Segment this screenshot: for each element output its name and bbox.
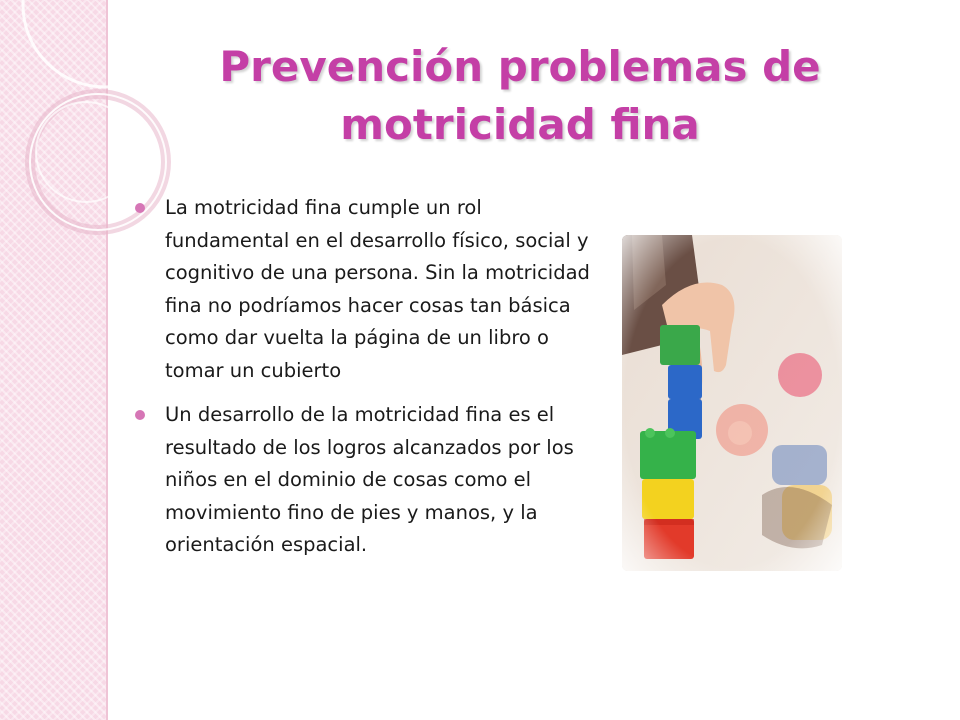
bullet-text: La motricidad fina cumple un rol fundamental en el desarrollo físico, social y cognitivo de una persona. Sin la motricidad fina no podríamos hacer cosas tan básica como dar vuelta la página de un libro o tomar un cubierto — [165, 196, 590, 382]
toy-blocks-photo — [622, 235, 842, 571]
decorative-side-band — [0, 0, 108, 720]
bullet-item — [135, 192, 595, 387]
title-line-2: motricidad fina — [340, 100, 700, 149]
bullet-dot-icon — [135, 410, 145, 420]
bullet-text: Un desarrollo de la motricidad fina es el resultado de los logros alcanzados por los niños en el dominio de cosas como el movimiento fino de pies y manos, y la orientación espacial. — [165, 403, 574, 556]
bullet-dot-icon — [135, 203, 145, 213]
bullet-item — [135, 399, 595, 562]
bullet-list — [135, 192, 595, 574]
slide-title — [150, 38, 890, 154]
title-line-1: Prevención problemas de — [219, 42, 821, 91]
